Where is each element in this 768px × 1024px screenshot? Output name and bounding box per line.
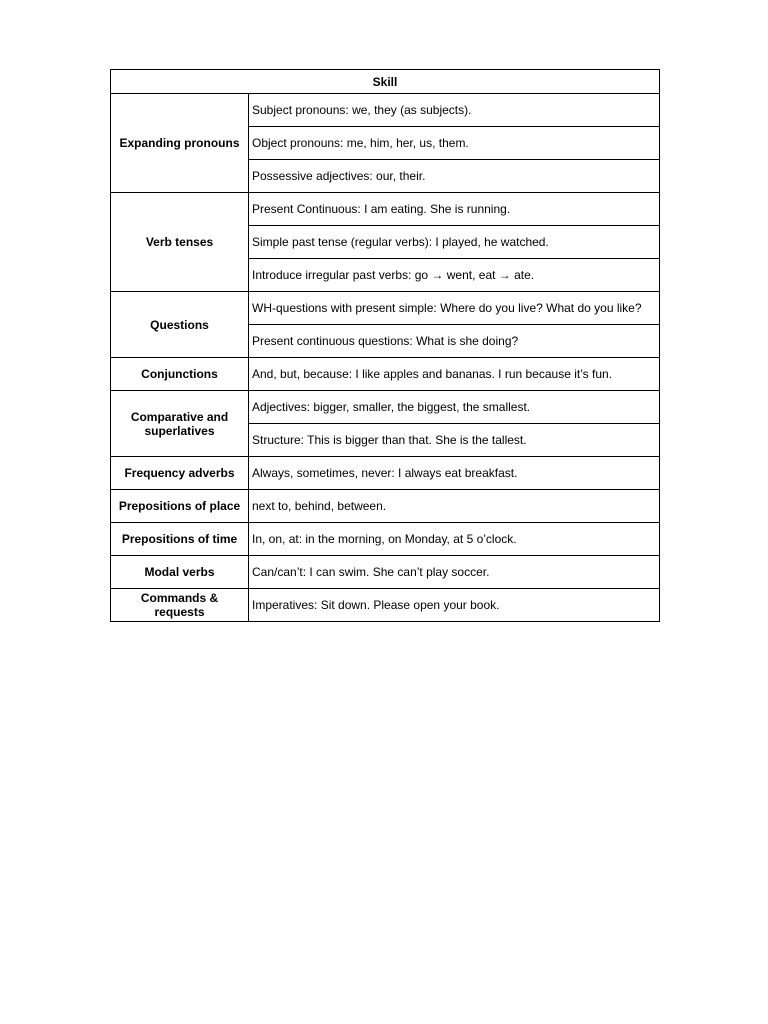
skill-detail-cell: Subject pronouns: we, they (as subjects). [249, 94, 660, 127]
skill-detail-cell: And, but, because: I like apples and bananas. I run because it’s fun. [249, 358, 660, 391]
skill-category-cell: Comparative and superlatives [111, 391, 249, 457]
table-header: Skill [111, 70, 660, 94]
table-row [111, 457, 660, 490]
skill-detail-cell: next to, behind, between. [249, 490, 660, 523]
skill-detail-cell: Simple past tense (regular verbs): I played, he watched. [249, 226, 660, 259]
skill-category-cell: Frequency adverbs [111, 457, 249, 490]
skill-category-cell: Verb tenses [111, 193, 249, 292]
skill-category-cell: Prepositions of place [111, 490, 249, 523]
table-header-row [111, 70, 660, 94]
table-row [111, 292, 660, 325]
table-row [111, 193, 660, 226]
skill-detail-cell: Adjectives: bigger, smaller, the biggest, the smallest. [249, 391, 660, 424]
skill-detail-cell: Structure: This is bigger than that. She is the tallest. [249, 424, 660, 457]
skill-category-cell: Expanding pronouns [111, 94, 249, 193]
skill-detail-cell: Can/can’t: I can swim. She can’t play soccer. [249, 556, 660, 589]
skill-detail-cell: Present Continuous: I am eating. She is running. [249, 193, 660, 226]
table-row [111, 391, 660, 424]
skill-category-cell: Modal verbs [111, 556, 249, 589]
skill-category-cell: Commands & requests [111, 589, 249, 622]
skill-detail-cell: Object pronouns: me, him, her, us, them. [249, 127, 660, 160]
skill-detail-cell: Present continuous questions: What is she doing? [249, 325, 660, 358]
table-row [111, 556, 660, 589]
table-row [111, 589, 660, 622]
skills-table [110, 69, 660, 622]
skill-detail-cell: Possessive adjectives: our, their. [249, 160, 660, 193]
skill-category-cell: Conjunctions [111, 358, 249, 391]
skill-category-cell: Questions [111, 292, 249, 358]
skill-detail-cell: WH-questions with present simple: Where do you live? What do you like? [249, 292, 660, 325]
table-row [111, 358, 660, 391]
table-body [111, 94, 660, 622]
table-row [111, 490, 660, 523]
skill-detail-cell: Always, sometimes, never: I always eat breakfast. [249, 457, 660, 490]
skill-category-cell: Prepositions of time [111, 523, 249, 556]
table-row [111, 94, 660, 127]
skill-detail-cell: Introduce irregular past verbs: go → went, eat → ate. [249, 259, 660, 292]
skill-detail-cell: In, on, at: in the morning, on Monday, at 5 o’clock. [249, 523, 660, 556]
table-row [111, 523, 660, 556]
skill-detail-cell: Imperatives: Sit down. Please open your book. [249, 589, 660, 622]
